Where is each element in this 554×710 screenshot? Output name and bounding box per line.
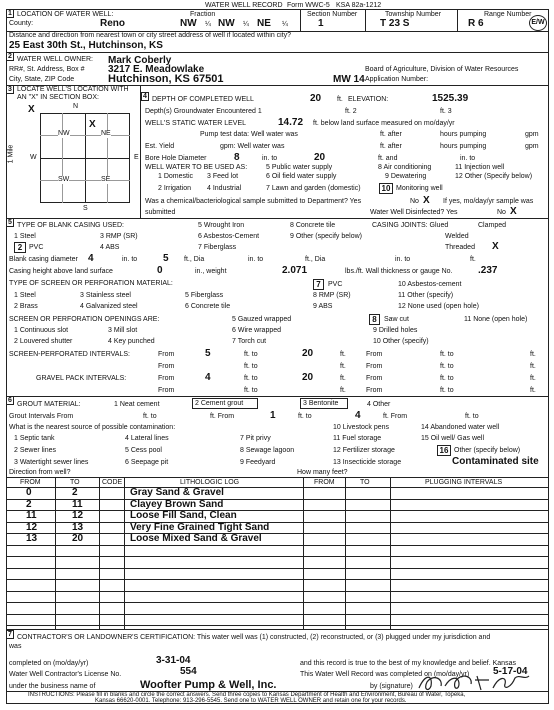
pump-after: ft. after bbox=[380, 131, 402, 138]
quarter-2: ¼ bbox=[243, 21, 249, 28]
screen-1: 1 Steel bbox=[14, 292, 36, 299]
use-label: WELL WATER TO BE USED AS: bbox=[145, 164, 248, 171]
disinfected-x: X bbox=[510, 206, 517, 217]
record-date: 5-17-04 bbox=[493, 666, 528, 677]
height-value: 0 bbox=[157, 265, 163, 276]
section-5-marker: 5 bbox=[6, 218, 14, 227]
fraction-3: NE bbox=[257, 18, 271, 29]
casing-5: 5 Wrought Iron bbox=[198, 222, 245, 229]
form-title: WATER WELL RECORD bbox=[205, 2, 283, 9]
cert-was: was bbox=[9, 643, 22, 650]
intervals-label: SCREEN-PERFORATED INTERVALS: bbox=[9, 351, 130, 358]
grout-2-box: 2 Cement grout bbox=[192, 398, 258, 409]
log-header-from: FROM bbox=[20, 479, 41, 486]
log-row-line bbox=[6, 614, 549, 615]
gravel-label: GRAVEL PACK INTERVALS: bbox=[36, 375, 127, 382]
use-6: 6 Oil field water supply bbox=[266, 173, 337, 180]
screen-7-box: 7 bbox=[313, 279, 324, 290]
west-label: W bbox=[30, 154, 37, 161]
joints-threaded: Threaded bbox=[445, 244, 475, 251]
contam-10: 10 Livestock pens bbox=[333, 424, 390, 431]
contam-3: 3 Watertight sewer lines bbox=[14, 459, 89, 466]
log-row-to: 11 bbox=[72, 499, 83, 510]
yield-label: Est. Yield bbox=[145, 143, 175, 150]
section-number: 1 bbox=[318, 18, 324, 29]
section-3-marker: 3 bbox=[6, 85, 14, 94]
log-header-to-2: TO bbox=[360, 479, 370, 486]
disinfected-label: Water Well Disinfected? Yes bbox=[370, 209, 458, 216]
gravel-ft-4: ft. bbox=[530, 387, 536, 394]
south-label: S bbox=[83, 205, 88, 212]
joints-clamped: Clamped bbox=[478, 222, 507, 229]
log-row-description: Very Fine Grained Tight Sand bbox=[130, 522, 270, 533]
int-ft-4: ft. bbox=[530, 363, 536, 370]
feet-label: How many feet? bbox=[297, 469, 348, 476]
int-ftto-2: ft. to bbox=[440, 351, 454, 358]
chem-no: No bbox=[410, 198, 419, 205]
city-label: City, State, ZIP Code bbox=[9, 76, 75, 83]
address-label: RR#, St. Address, Box # bbox=[9, 66, 85, 73]
cert-label: CONTRACTOR'S OR LANDOWNER'S CERTIFICATION: This water well was (1) constructed, (2) reconstructed, or (3) plugged under my jurisdiction and bbox=[17, 634, 491, 641]
yield-gpm: gpm: Well water was bbox=[220, 143, 285, 150]
use-11: 11 Injection well bbox=[455, 164, 505, 171]
log-row-line bbox=[6, 625, 549, 626]
log-row-line bbox=[6, 556, 549, 557]
contam-6: 6 Seepage pit bbox=[125, 459, 169, 466]
casing-9: 9 Other (specify below) bbox=[290, 233, 362, 240]
chem-x: X bbox=[423, 195, 430, 206]
int-from-value: 5 bbox=[205, 348, 211, 359]
int-ft-2: ft. bbox=[530, 351, 536, 358]
log-row-line bbox=[6, 591, 549, 592]
casing-6: 6 Asbestos-Cement bbox=[198, 233, 260, 240]
weight-value: 2.071 bbox=[282, 265, 308, 276]
screen-10: 10 Asbestos-cement bbox=[398, 281, 462, 288]
log-row-description: Loose Mixed Sand & Gravel bbox=[130, 533, 262, 544]
chem-sample: If yes, mo/day/yr sample was bbox=[443, 198, 534, 205]
int-from-3: From bbox=[158, 363, 175, 370]
int-ftto-3: ft. to bbox=[244, 363, 258, 370]
completed-label: completed on (mo/day/yr) bbox=[9, 660, 89, 667]
grout-label: GROUT MATERIAL: bbox=[17, 401, 81, 408]
pump-gpm: gpm bbox=[525, 131, 539, 138]
grout-1: 1 Neat cement bbox=[114, 401, 160, 408]
log-row-description: Loose Fill Sand, Clean bbox=[130, 510, 237, 521]
signature-label: by (signature) bbox=[370, 683, 413, 690]
fraction-2: NW bbox=[218, 18, 235, 29]
ne-label: NE bbox=[101, 130, 111, 137]
int-from-1: From bbox=[158, 351, 175, 358]
use-3: 3 Feed lot bbox=[207, 173, 239, 180]
casing-1: 1 Steel bbox=[14, 233, 36, 240]
gravel-ft-1: ft. bbox=[340, 375, 346, 382]
log-row-to: 12 bbox=[72, 510, 84, 521]
fraction-1: NW bbox=[180, 18, 197, 29]
casing-2-label: PVC bbox=[29, 244, 44, 251]
screen-11: 11 Other (specify) bbox=[398, 292, 454, 299]
ksa-number: KSA 82a-1212 bbox=[336, 2, 382, 9]
location-x-1: X bbox=[28, 104, 35, 115]
opening-8-box: 8 bbox=[369, 314, 380, 325]
log-row-to: 13 bbox=[72, 522, 84, 533]
contam-4: 4 Lateral lines bbox=[125, 435, 169, 442]
contamination-label: What is the nearest source of possible contamination: bbox=[9, 424, 176, 431]
screen-4: 4 Galvanized steel bbox=[80, 303, 138, 310]
section-2-marker: 2 bbox=[6, 52, 14, 61]
contam-14: 14 Abandoned water well bbox=[421, 424, 500, 431]
grout-from-value: 1 bbox=[270, 410, 276, 421]
opening-10: 10 Other (specify) bbox=[373, 338, 429, 345]
casing-4: 4 ABS bbox=[100, 244, 120, 251]
sw-label: SW bbox=[58, 176, 70, 183]
casing-2-box: 2 bbox=[14, 242, 26, 253]
opening-6: 6 Wire wrapped bbox=[232, 327, 282, 334]
opening-5: 5 Gauzed wrapped bbox=[232, 316, 292, 323]
nw-label: NW bbox=[58, 130, 70, 137]
screen-2: 2 Brass bbox=[14, 303, 38, 310]
log-row-from: 13 bbox=[26, 533, 38, 544]
gravel-ftto-4: ft. to bbox=[440, 387, 454, 394]
county-label: County: bbox=[9, 20, 34, 27]
log-row-from: 12 bbox=[26, 522, 38, 533]
contam-13: 13 Insecticide storage bbox=[333, 459, 402, 466]
log-row-to: 2 bbox=[72, 487, 78, 498]
log-row-line bbox=[6, 568, 549, 569]
log-row-from: 11 bbox=[26, 510, 37, 521]
log-header-code: CODE bbox=[102, 479, 123, 486]
gravel-ft-3: ft. bbox=[340, 387, 346, 394]
section-1-marker: 1 bbox=[6, 9, 14, 18]
static-rest: ft. below land surface measured on mo/day/yr bbox=[313, 120, 455, 127]
log-header-to: TO bbox=[70, 479, 80, 486]
gauge-label: lbs./ft. Wall thickness or gauge No. bbox=[345, 268, 453, 275]
contam-5: 5 Cess pool bbox=[125, 447, 162, 454]
yield-gpm-unit: gpm bbox=[525, 143, 539, 150]
use-8: 8 Air conditioning bbox=[378, 164, 432, 171]
township-value: T 23 S bbox=[380, 18, 410, 29]
opening-2: 2 Louvered shutter bbox=[14, 338, 73, 345]
address-value: 25 East 30th St., Hutchinson, KS bbox=[9, 40, 163, 51]
contam-1: 1 Septic tank bbox=[14, 435, 55, 442]
direction-label: Direction from well? bbox=[9, 469, 71, 476]
county-value: Reno bbox=[100, 18, 125, 29]
depth-value: 20 bbox=[310, 93, 322, 104]
quarter-3: ¼ bbox=[282, 21, 288, 28]
log-row-description: Clayey Brown Sand bbox=[130, 499, 224, 510]
contam-16-label: Other (specify below) bbox=[454, 447, 521, 454]
dia-in-to: in. to bbox=[122, 256, 138, 263]
depth-unit: ft. bbox=[337, 96, 343, 103]
depth-label: DEPTH OF COMPLETED WELL bbox=[152, 96, 254, 103]
joints-welded: Welded bbox=[445, 233, 469, 240]
license-label: Water Well Contractor's License No. bbox=[9, 671, 122, 678]
log-row-line bbox=[6, 602, 549, 603]
casing-3: 3 RMP (SR) bbox=[100, 233, 138, 240]
cert-true-text: and this record is true to the best of my knowledge and belief. Kansas bbox=[300, 660, 516, 667]
openings-label: SCREEN OR PERFORATION OPENINGS ARE: bbox=[9, 316, 160, 323]
section-7-marker: 7 bbox=[6, 630, 14, 639]
use-10-label: Monitoring well bbox=[396, 185, 443, 192]
owner-city: Hutchinson, KS 67501 bbox=[108, 73, 224, 85]
diameter-label: Blank casing diameter bbox=[9, 256, 78, 263]
gravel-ftto-3: ft. to bbox=[244, 387, 258, 394]
se-label: SE bbox=[101, 176, 111, 183]
opening-8-label: Saw cut bbox=[384, 316, 409, 323]
int-ft-1: ft. bbox=[340, 351, 346, 358]
gw-2: ft. 2 bbox=[345, 108, 357, 115]
use-12: 12 Other (Specify below) bbox=[455, 173, 533, 180]
owner-address: 3217 E. Meadowlake bbox=[108, 64, 205, 75]
board-label: Board of Agriculture, Division of Water Resources bbox=[365, 66, 519, 73]
screen-label: TYPE OF SCREEN OR PERFORATION MATERIAL: bbox=[9, 280, 173, 287]
gw-3: ft. 3 bbox=[440, 108, 452, 115]
int-from-2: From bbox=[366, 351, 383, 358]
use-9: 9 Dewatering bbox=[385, 173, 427, 180]
opening-4: 4 Key punched bbox=[108, 338, 155, 345]
log-header-from-2: FROM bbox=[314, 479, 335, 486]
contam-9: 9 Feedyard bbox=[240, 459, 276, 466]
application-label: Application Number: bbox=[365, 76, 429, 83]
contam-16-box: 16 bbox=[437, 445, 451, 456]
contam-12: 12 Fertilizer storage bbox=[333, 447, 395, 454]
license-value: 554 bbox=[180, 666, 197, 677]
gi-ftto-2: ft. to bbox=[298, 413, 312, 420]
grout-3-box: 3 Bentonite bbox=[300, 398, 348, 409]
screen-12: 12 None used (open hole) bbox=[398, 303, 479, 310]
dia-ft-dia: ft., Dia bbox=[184, 256, 205, 263]
gi-ftfrom-1: ft. From bbox=[210, 413, 235, 420]
section-6-marker: 6 bbox=[6, 396, 14, 405]
gravel-from-4: From bbox=[366, 387, 383, 394]
int-to-value: 20 bbox=[302, 348, 314, 359]
locate-label-2: AN "X" IN SECTION BOX: bbox=[17, 94, 99, 101]
section-4-marker: 4 bbox=[141, 92, 149, 101]
log-row-line bbox=[6, 510, 549, 511]
screen-5: 5 Fiberglass bbox=[185, 292, 224, 299]
static-label: WELL'S STATIC WATER LEVEL bbox=[145, 120, 247, 127]
gravel-from-1: From bbox=[158, 375, 175, 382]
contam-11: 11 Fuel storage bbox=[333, 435, 382, 442]
int-ft-3: ft. bbox=[340, 363, 346, 370]
weight-label: in., weight bbox=[195, 268, 227, 275]
contam-7: 7 Pit privy bbox=[240, 435, 271, 442]
locate-label: LOCATE WELL'S LOCATION WITH bbox=[17, 86, 129, 93]
grout-to-value: 4 bbox=[355, 410, 361, 421]
completed-date: 3-31-04 bbox=[156, 655, 191, 666]
screen-7-label: PVC bbox=[328, 281, 343, 288]
gravel-from-value: 4 bbox=[205, 372, 211, 383]
use-5: 5 Public water supply bbox=[266, 164, 333, 171]
contam-8: 8 Sewage lagoon bbox=[240, 447, 295, 454]
bore-in-to-2: in. to bbox=[460, 155, 476, 162]
gravel-from-2: From bbox=[366, 375, 383, 382]
log-row-line bbox=[6, 499, 549, 500]
gravel-ftto-1: ft. to bbox=[244, 375, 258, 382]
log-row-description: Gray Sand & Gravel bbox=[130, 487, 224, 498]
yield-after: ft. after bbox=[380, 143, 402, 150]
pump-hours: hours pumping bbox=[440, 131, 487, 138]
log-row-line bbox=[6, 522, 549, 523]
dia-in-to-2: in. to bbox=[248, 256, 264, 263]
section-number-label: Section Number bbox=[307, 11, 358, 18]
contaminated-site: Contaminated site bbox=[452, 456, 539, 467]
log-row-from: 2 bbox=[26, 499, 32, 510]
distance-label: Distance and direction from nearest town or city street address of well if located within city? bbox=[9, 32, 292, 39]
use-2: 2 Irrigation bbox=[158, 185, 192, 192]
fraction-label: Fraction bbox=[190, 11, 216, 18]
grout-interval-label: Grout Intervals From bbox=[9, 413, 74, 420]
bore-value: 8 bbox=[234, 152, 240, 163]
opening-7: 7 Torch cut bbox=[232, 338, 267, 345]
bore-in-to: in. to bbox=[262, 155, 278, 162]
casing-7: 7 Fiberglass bbox=[198, 244, 237, 251]
record-label: This Water Well Record was completed on (mo/day/yr) bbox=[300, 671, 470, 678]
gauge-value: .237 bbox=[478, 265, 498, 276]
height-label: Casing height above land surface bbox=[9, 268, 113, 275]
groundwater-label: Depth(s) Groundwater Encountered 1 bbox=[145, 108, 262, 115]
screen-8: 8 RMP (SR) bbox=[313, 292, 351, 299]
opening-3: 3 Mill slot bbox=[108, 327, 138, 334]
grout-4: 4 Other bbox=[367, 401, 391, 408]
quarter-1: ¼ bbox=[205, 21, 211, 28]
elevation-label: ELEVATION: bbox=[348, 96, 389, 103]
location-label: LOCATION OF WATER WELL: bbox=[17, 11, 114, 18]
gravel-to-value: 20 bbox=[302, 372, 314, 383]
gravel-ftto-2: ft. to bbox=[440, 375, 454, 382]
disinfected-no: No bbox=[497, 209, 506, 216]
gravel-from-3: From bbox=[158, 387, 175, 394]
gi-ftfrom-2: ft. From bbox=[383, 413, 408, 420]
east-label: E bbox=[134, 154, 139, 161]
elevation-value: 1525.39 bbox=[432, 93, 469, 104]
yield-hours: hours pumping bbox=[440, 143, 487, 150]
contam-15: 15 Oil well/ Gas well bbox=[421, 435, 485, 442]
owner-label: WATER WELL OWNER: bbox=[17, 56, 93, 63]
int-ftto-1: ft. to bbox=[244, 351, 258, 358]
ew-circle: E/W bbox=[529, 15, 547, 31]
dia-in-to-3: in. to bbox=[395, 256, 411, 263]
diameter-value: 4 bbox=[88, 253, 94, 264]
use-4: 4 Industrial bbox=[207, 185, 242, 192]
range-label: Range Number bbox=[484, 11, 532, 18]
location-x-2: X bbox=[89, 119, 96, 130]
opening-9: 9 Drilled holes bbox=[373, 327, 418, 334]
gi-ftto-1: ft. to bbox=[143, 413, 157, 420]
bore-to-value: 20 bbox=[314, 152, 326, 163]
township-label: Township Number bbox=[385, 11, 442, 18]
log-header-litho: LITHOLOGIC LOG bbox=[180, 479, 240, 486]
gi-ftto-3: ft. to bbox=[465, 413, 479, 420]
instructions: INSTRUCTIONS: Please fill in blanks and circle the correct answers. Send three copies to Kansas Department of Health and Environment, Bureau of Water, Topeka, bbox=[28, 692, 466, 698]
bore-label: Bore Hole Diameter bbox=[145, 155, 207, 162]
log-row-to: 20 bbox=[72, 533, 84, 544]
form-number: Form WWC-5 bbox=[287, 2, 330, 9]
static-value: 14.72 bbox=[278, 117, 304, 128]
dia-ft-dia-2: ft., Dia bbox=[305, 256, 326, 263]
north-label: N bbox=[73, 103, 79, 110]
opening-1: 1 Continuous slot bbox=[14, 327, 69, 334]
log-row-line bbox=[6, 579, 549, 580]
use-7: 7 Lawn and garden (domestic) bbox=[266, 185, 361, 192]
chem-label: Was a chemical/bacteriological sample submitted to Department? Yes bbox=[145, 198, 362, 205]
casing-8: 8 Concrete tile bbox=[290, 222, 336, 229]
log-header-plugging: PLUGGING INTERVALS bbox=[425, 479, 503, 486]
log-row-line bbox=[6, 545, 549, 546]
range-value: R 6 bbox=[468, 18, 484, 29]
bore-ft-and: ft. and bbox=[378, 155, 398, 162]
use-10-box: 10 bbox=[379, 183, 393, 194]
int-from-4: From bbox=[366, 363, 383, 370]
business-name: Woofter Pump & Well, Inc. bbox=[140, 679, 277, 691]
chem-submitted: submitted bbox=[145, 209, 176, 216]
mw-label: MW 14 bbox=[333, 74, 365, 85]
log-row-from: 0 bbox=[26, 487, 32, 498]
mile-label: 1 Mile bbox=[7, 144, 15, 164]
contam-2: 2 Sewer lines bbox=[14, 447, 57, 454]
joints-label: CASING JOINTS: Glued bbox=[372, 222, 449, 229]
screen-3: 3 Stainless steel bbox=[80, 292, 131, 299]
business-label: under the business name of bbox=[9, 683, 96, 690]
log-row-line bbox=[6, 533, 549, 534]
screen-9: 9 ABS bbox=[313, 303, 333, 310]
diameter-to: 5 bbox=[163, 253, 169, 264]
pump-label: Pump test data: Well water was bbox=[200, 131, 298, 138]
owner-name: Mark Coberly bbox=[108, 55, 172, 66]
screen-6: 6 Concrete tile bbox=[185, 303, 231, 310]
int-ftto-4: ft. to bbox=[440, 363, 454, 370]
threaded-x: X bbox=[492, 241, 499, 252]
casing-label: TYPE OF BLANK CASING USED: bbox=[17, 222, 124, 229]
dia-ft: ft. bbox=[470, 256, 476, 263]
gravel-ft-2: ft. bbox=[530, 375, 536, 382]
instructions-2: Kansas 66620-0001. Telephone: 913-296-5545. Send one to WATER WELL OWNER and retain one for your records. bbox=[95, 698, 407, 704]
use-1: 1 Domestic bbox=[158, 173, 194, 180]
opening-11: 11 None (open hole) bbox=[464, 316, 528, 323]
